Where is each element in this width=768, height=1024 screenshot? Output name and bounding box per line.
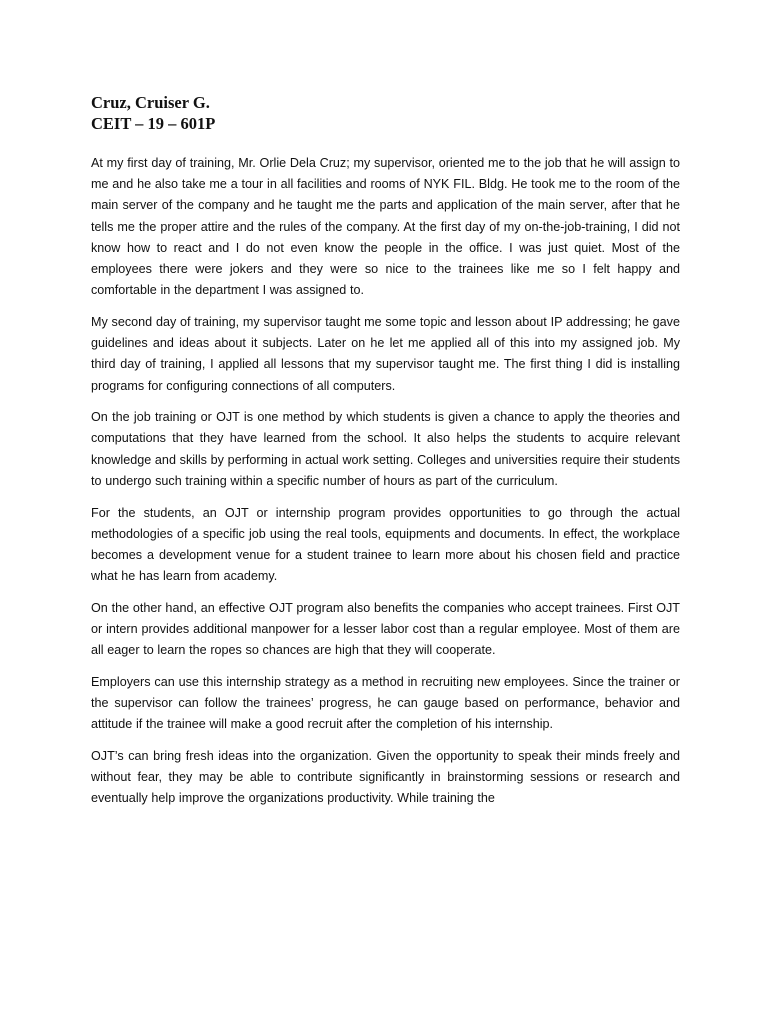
paragraph-student-benefits: For the students, an OJT or internship program provides opportunities to go through the actual methodologies of a specific job using the real tools, equipments and documents. In effect, the workplace becomes a development venue for a student trainee to learn more about his chosen field and practice what he has learn from academy.: [91, 505, 680, 584]
document-header: [91, 92, 680, 134]
section-code: CEIT – 19 – 601P: [91, 114, 216, 133]
paragraph-second-day: My second day of training, my supervisor taught me some topic and lesson about IP addressing; he gave guidelines and ideas about it subjects. Later on he let me applied all of this into my assigned job. My third day of training, I applied all lessons that my supervisor taught me. The first thing I did is installing programs for configuring connections of all computers.: [91, 314, 680, 393]
author-name: Cruz, Cruiser G.: [91, 93, 210, 112]
paragraph-recruitment: Employers can use this internship strategy as a method in recruiting new employees. Since the trainer or the supervisor can follow the trainees’ progress, he can gauge based on performance, behavior and attitude if the trainee will make a good recruit after the completion of his internship.: [91, 674, 680, 732]
paragraph-first-day: At my first day of training, Mr. Orlie Dela Cruz; my supervisor, oriented me to the job that he will assign to me and he also take me a tour in all facilities and rooms of NYK FIL. Bldg. He took me to the room of the main server of the company and he taught me the parts and application of the main server, after that he tells me the proper attire and the rules of the company. At the first day of my on-the-job-training, I did not know how to react and I do not even know the people in the office. I was just quiet. Most of the employees there were jokers and they were so nice to the trainees like me so I felt happy and comfortable in the department I was assigned to.: [91, 156, 680, 298]
paragraph-company-benefits: On the other hand, an effective OJT program also benefits the companies who accept trainees. First OJT or intern provides additional manpower for a lesser labor cost than a regular employee. Most of them are all eager to learn the ropes so chances are high that they will cooperate.: [91, 600, 680, 658]
paragraph-ojt-definition: On the job training or OJT is one method by which students is given a chance to apply the theories and computations that they have learned from the school. It also helps the students to acquire relevant knowledge and skills by performing in actual work setting. Colleges and universities require their students to undergo such training within a specific number of hours as part of the curriculum.: [91, 410, 680, 488]
paragraph-fresh-ideas: OJT’s can bring fresh ideas into the organization. Given the opportunity to speak their minds freely and without fear, they may be able to contribute significantly in brainstorming sessions or research and eventually help improve the organizations productivity. While training the: [91, 749, 680, 806]
